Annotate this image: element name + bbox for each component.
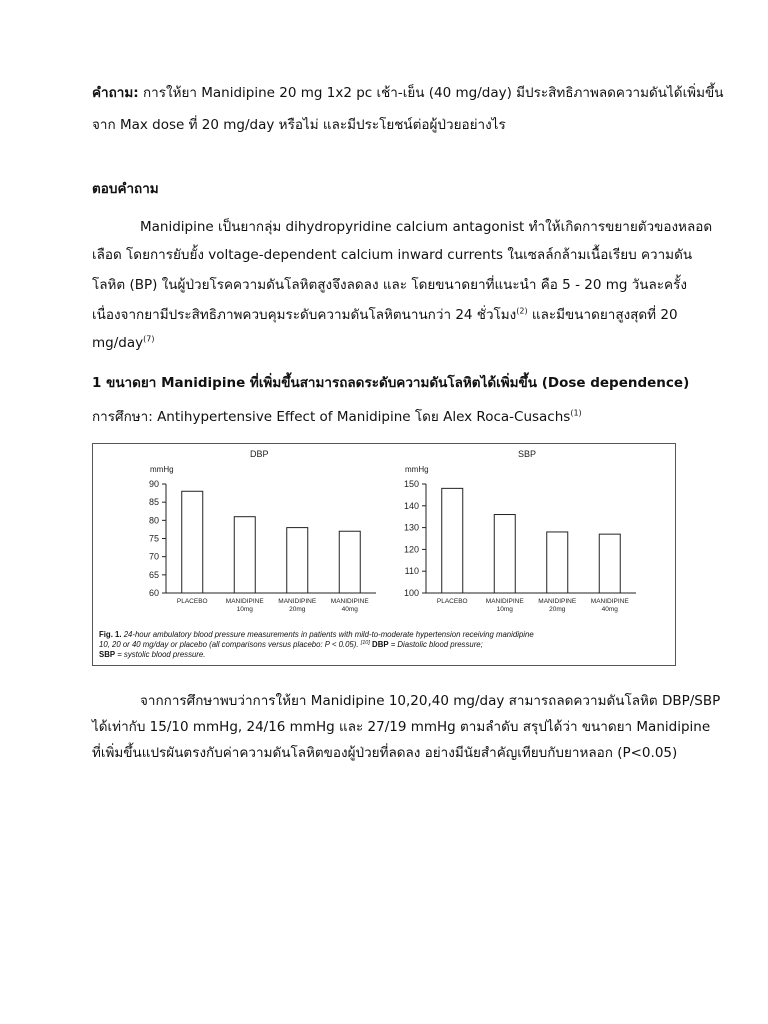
conclusion-line-1: จากการศึกษาพบว่าการให้ยา Manidipine 10,20,40 mg/day สามารถลดความดันโลหิต DBP/SBP	[140, 693, 721, 709]
sbp-y-tick-label: 100	[403, 588, 419, 598]
sbp-y-axis-label: mmHg	[405, 465, 429, 474]
figure-svg	[93, 444, 677, 667]
sbp-x-tick-label: MANIDIPINE	[538, 598, 577, 605]
sbp-bar	[442, 488, 463, 593]
figure-1	[92, 443, 676, 666]
figure-caption-text-2: 10, 20 or 40 mg/day or placebo (all comparisons versus placebo: P < 0.05).	[99, 640, 361, 649]
dbp-bar	[234, 517, 255, 593]
dbp-chart-title: DBP	[250, 449, 269, 459]
sbp-y-tick-label: 120	[403, 544, 419, 555]
dbp-bar	[182, 491, 203, 593]
figure-caption-dbp: DBP	[369, 640, 389, 649]
question-line-1	[92, 82, 724, 104]
answer-line-4-tail: และมีขนาดยาสูงสุดที่ 20	[527, 307, 678, 323]
sbp-x-tick-label: 20mg	[549, 606, 566, 613]
dbp-bar	[287, 528, 308, 593]
dbp-x-tick-label: MANIDIPINE	[330, 598, 369, 605]
figure-caption-label: Fig. 1.	[99, 630, 124, 639]
figure-caption-line-2	[99, 640, 483, 649]
answer-line-3: โลหิต (BP) ในผู้ป่วยโรคความดันโลหิตสูงจึงลดลง และ โดยขนาดยาที่แนะนำ คือ 5 - 20 mg วันละครั้ง	[92, 277, 687, 293]
sbp-y-tick-label: 110	[404, 566, 419, 577]
answer-line-4-main: เนื่องจากยามีประสิทธิภาพควบคุมระดับความดันโลหิตนานกว่า 24 ชั่วโมง	[92, 307, 517, 323]
dbp-y-tick-label: 75	[148, 533, 159, 544]
figure-caption-sbp-def: = systolic blood pressure.	[115, 650, 206, 659]
figure-caption-sbp: SBP	[99, 650, 116, 659]
question-text-1: การให้ยา Manidipine 20 mg 1x2 pc เช้า-เย็น (40 mg/day) มีประสิทธิภาพลดความดันได้เพิ่มขึ้น	[142, 85, 724, 101]
answer-paragraph	[92, 214, 713, 356]
dbp-y-tick-label: 85	[148, 497, 159, 508]
figure-caption-line-1	[99, 630, 534, 639]
sbp-x-tick-label: MANIDIPINE	[485, 598, 524, 605]
section-1-heading: 1 ขนาดยา Manidipine ที่เพิ่มขึ้นสามารถลดระดับความดันโลหิตได้เพิ่มขึ้น (Dose dependence)	[92, 375, 690, 391]
dbp-x-tick-label: MANIDIPINE	[225, 598, 264, 605]
dbp-x-tick-label: 20mg	[289, 606, 306, 613]
conclusion-paragraph	[92, 688, 721, 766]
dbp-x-tick-label: MANIDIPINE	[278, 598, 317, 605]
sbp-bar	[494, 515, 515, 593]
study-text: การศึกษา: Antihypertensive Effect of Manidipine โดย Alex Roca-Cusachs	[92, 409, 571, 425]
figure-caption-ref: [10]	[360, 640, 370, 646]
figure-caption-line-3	[99, 650, 205, 659]
answer-line-2: เลือด โดยการยับยั้ง voltage-dependent calcium inward currents ในเซลล์กล้ามเนื้อเรียบ ความดัน	[92, 247, 693, 263]
sbp-x-tick-label: 40mg	[601, 606, 618, 613]
sbp-y-tick-label: 140	[403, 500, 419, 511]
sbp-y-tick-label: 150	[403, 479, 419, 489]
sbp-chart-title: SBP	[518, 449, 537, 459]
question-label: คำถาม:	[92, 85, 139, 101]
reference-7: (7)	[143, 334, 155, 344]
figure-caption-text: 24-hour ambulatory blood pressure measurements in patients with mild-to-moderate hypertension receiving manidipine	[123, 630, 534, 639]
dbp-x-tick-label: 10mg	[236, 606, 253, 613]
conclusion-line-2: ได้เท่ากับ 15/10 mmHg, 24/16 mmHg และ 27/19 mmHg ตามลำดับ สรุปได้ว่า ขนาดยา Manidipine	[92, 719, 711, 735]
dbp-y-tick-label: 90	[148, 479, 159, 489]
dbp-bar	[339, 531, 360, 593]
dbp-x-tick-label: PLACEBO	[176, 598, 208, 605]
reference-1: (1)	[570, 408, 582, 418]
dbp-y-axis-label: mmHg	[150, 465, 174, 474]
sbp-y-tick-label: 130	[403, 522, 419, 533]
sbp-x-tick-label: MANIDIPINE	[590, 598, 629, 605]
answer-line-5	[92, 330, 680, 356]
figure-caption-dbp-def: = Diastolic blood pressure;	[388, 640, 483, 649]
dbp-y-tick-label: 70	[148, 551, 159, 562]
answer-line-1: Manidipine เป็นยากลุ่ม dihydropyridine calcium antagonist ทำให้เกิดการขยายตัวของหลอด	[140, 219, 713, 235]
question-line-2: จาก Max dose ที่ 20 mg/day หรือไม่ และมีประโยชน์ต่อผู้ป่วยอย่างไร	[92, 117, 506, 133]
sbp-bar	[547, 532, 568, 593]
conclusion-line-3: ที่เพิ่มขึ้นแปรผันตรงกับค่าความดันโลหิตของผู้ป่วยที่ลดลง อย่างมีนัยสำคัญเทียบกับยาหลอก (P<0.05)	[92, 745, 678, 761]
dbp-y-tick-label: 60	[148, 588, 159, 598]
sbp-bar	[599, 534, 620, 593]
dbp-y-tick-label: 80	[148, 515, 159, 526]
document-body	[92, 82, 724, 428]
sbp-x-tick-label: PLACEBO	[436, 598, 468, 605]
answer-title: ตอบคำถาม	[92, 181, 159, 197]
answer-line-5-main: mg/day	[92, 335, 144, 351]
answer-line-4	[92, 300, 680, 330]
dbp-y-tick-label: 65	[148, 569, 159, 580]
reference-2: (2)	[516, 306, 528, 316]
study-line	[92, 406, 680, 428]
sbp-x-tick-label: 10mg	[496, 606, 513, 613]
dbp-x-tick-label: 40mg	[341, 606, 358, 613]
